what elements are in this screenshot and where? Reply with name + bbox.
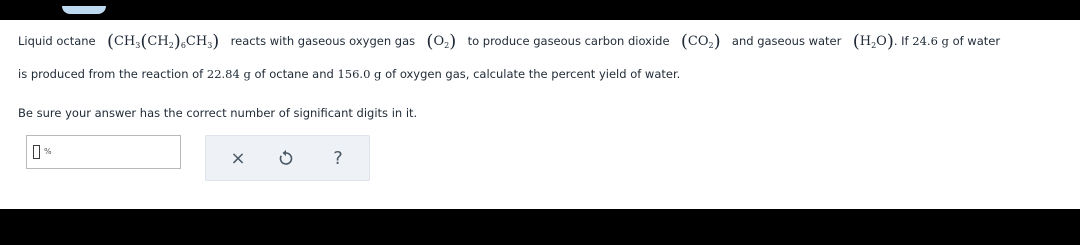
question-line-1: Liquid octane $(CH_3(CH_2)_6CH_3)$ reacts with gaseous oxygen gas $(O_2)$ to produce gaseous carbon dioxide $(CO_2)$ and gaseous water $(H_2O)$. If 24.6 g of water [18,31,1001,52]
sig-figs-instruction: Be sure your answer has the correct number of significant digits in it. [18,106,418,120]
top-tab-indicator [62,6,106,14]
question-text: Liquid octane [18,34,96,48]
question-text: of octane and [254,67,334,81]
water-formula: $H_2O$ [859,34,887,50]
question-text: reacts with gaseous oxygen gas [230,34,416,48]
octane-formula: $CH_3(CH_2)_6CH_3$ [113,31,213,52]
help-icon: ? [333,147,343,169]
help-button[interactable] [326,146,350,170]
co2-formula: $CO_2$ [687,34,714,50]
question-text: and gaseous water [731,34,842,48]
undo-icon [279,150,293,166]
answer-box [26,135,181,169]
clear-button[interactable] [226,146,250,170]
oxygen-mass: 156.0 g [337,67,382,81]
oxygen-formula: $O_2$ [433,34,450,50]
question-text: of oxygen gas, calculate the percent yield of water. [385,67,681,81]
question-text: is produced from the reaction of [18,67,204,81]
answer-toolbar [205,135,370,181]
answer-input[interactable] [33,145,40,159]
question-text: to produce gaseous carbon dioxide [467,34,670,48]
octane-mass: 22.84 g [206,67,251,81]
question-text: of water [952,34,1001,48]
undo-button[interactable] [274,146,298,170]
water-mass: 24.6 g [912,34,949,48]
question-text: . If [893,34,909,48]
close-icon: × [230,147,246,169]
percent-unit: % [44,147,52,156]
top-bar [0,0,1080,20]
question-line-2 [18,67,680,81]
question-panel [0,20,1080,209]
